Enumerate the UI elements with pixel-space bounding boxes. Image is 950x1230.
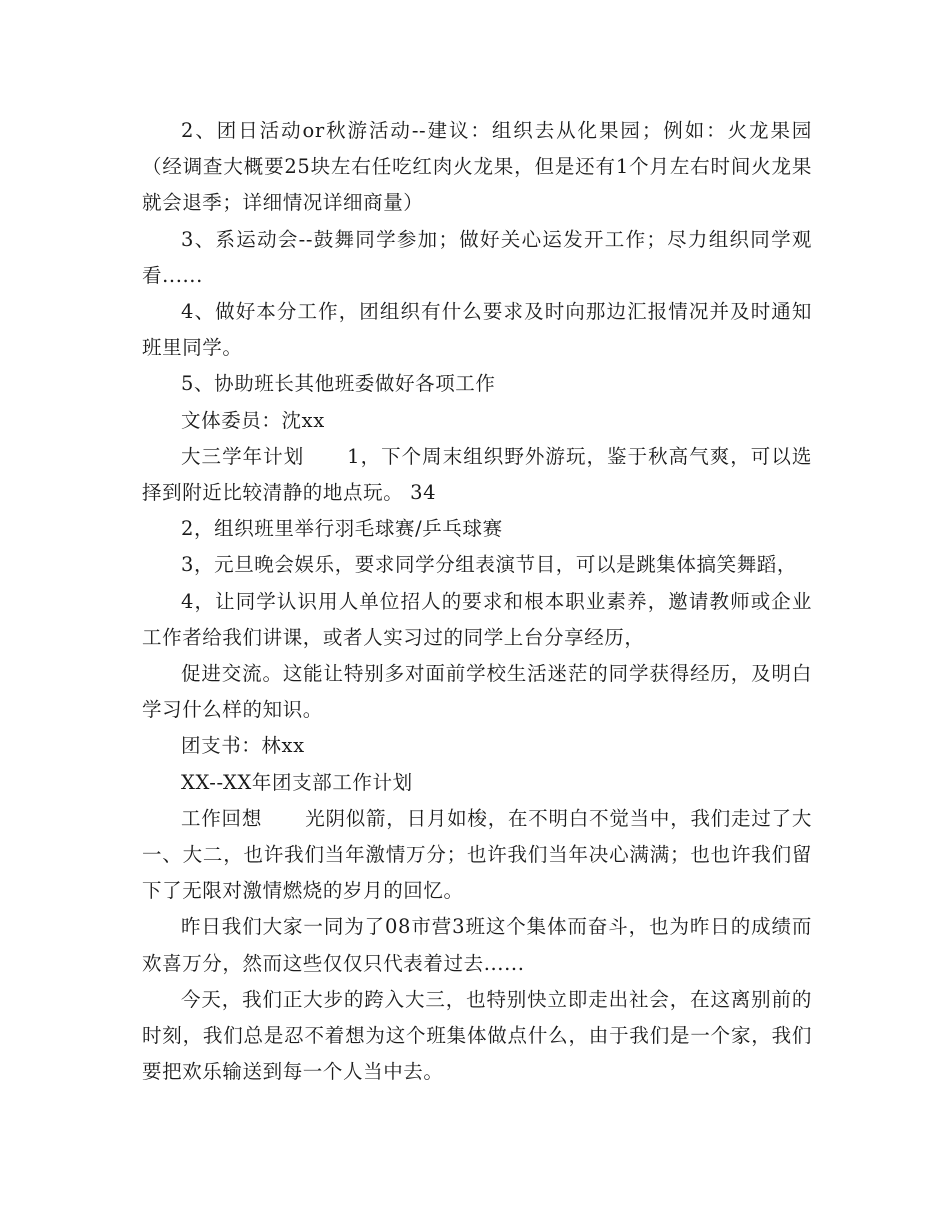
- paragraph-exchange: 促进交流。这能让特别多对面前学校生活迷茫的同学获得经历，及明白学习什么样的知识。: [142, 662, 812, 722]
- paragraph-assist: 5、协助班长其他班委做好各项工作: [181, 372, 496, 396]
- paragraph-body: 1，下个周末组织野外游玩，鉴于秋高气爽，可以选择到附近比较清静的地点玩。 34: [142, 444, 812, 505]
- paragraph-league-secretary: 团支书：林xx: [181, 734, 305, 758]
- paragraph-lead: 工作回想: [181, 806, 263, 830]
- paragraph-junior-year-plan: [142, 439, 812, 511]
- document-body: [142, 113, 812, 1090]
- paragraph-body: 光阴似箭，日月如梭，在不明白不觉当中，我们走过了大一、大二，也许我们当年激情万分；也许我们当年决心满满；也也许我们留下了无限对激情燃烧的岁月的回忆。: [142, 806, 812, 903]
- paragraph-yesterday: 昨日我们大家一同为了08市营3班这个集体而奋斗，也为昨日的成绩而欢喜万分，然而这些仅仅只代表着过去......: [142, 915, 812, 975]
- paragraph-sports-meet: 3、系运动会--鼓舞同学参加；做好关心运发开工作；尽力组织同学观看......: [142, 227, 812, 287]
- paragraph-career-talk: 4，让同学认识用人单位招人的要求和根本职业素养，邀请教师或企业工作者给我们讲课，或者人实习过的同学上台分享经历，: [142, 589, 812, 649]
- paragraph-sports-committee: 文体委员：沈xx: [181, 408, 325, 432]
- paragraph-lead: 大三学年计划: [181, 444, 305, 468]
- paragraph-activity-plan: 2、团日活动or秋游活动--建议：组织去从化果园；例如：火龙果园（经调查大概要25块左右任吃红肉火龙果，但是还有1个月左右时间火龙果就会退季；详细情况详细商量）: [142, 119, 812, 215]
- paragraph-duty: 4、做好本分工作，团组织有什么要求及时向那边汇报情况并及时通知班里同学。: [142, 300, 812, 360]
- paragraph-ball-games: 2，组织班里举行羽毛球赛/乒乓球赛: [181, 517, 503, 541]
- paragraph-work-review: [142, 801, 812, 910]
- paragraph-new-year-party: 3，元旦晚会娱乐，要求同学分组表演节目，可以是跳集体搞笑舞蹈，: [181, 553, 798, 577]
- paragraph-today: 今天，我们正大步的跨入大三，也特别快立即走出社会，在这离别前的时刻，我们总是忍不着想为这个班集体做点什么，由于我们是一个家，我们要把欢乐输送到每一个人当中去。: [142, 987, 812, 1084]
- paragraph-work-plan-title: XX--XX年团支部工作计划: [181, 770, 413, 794]
